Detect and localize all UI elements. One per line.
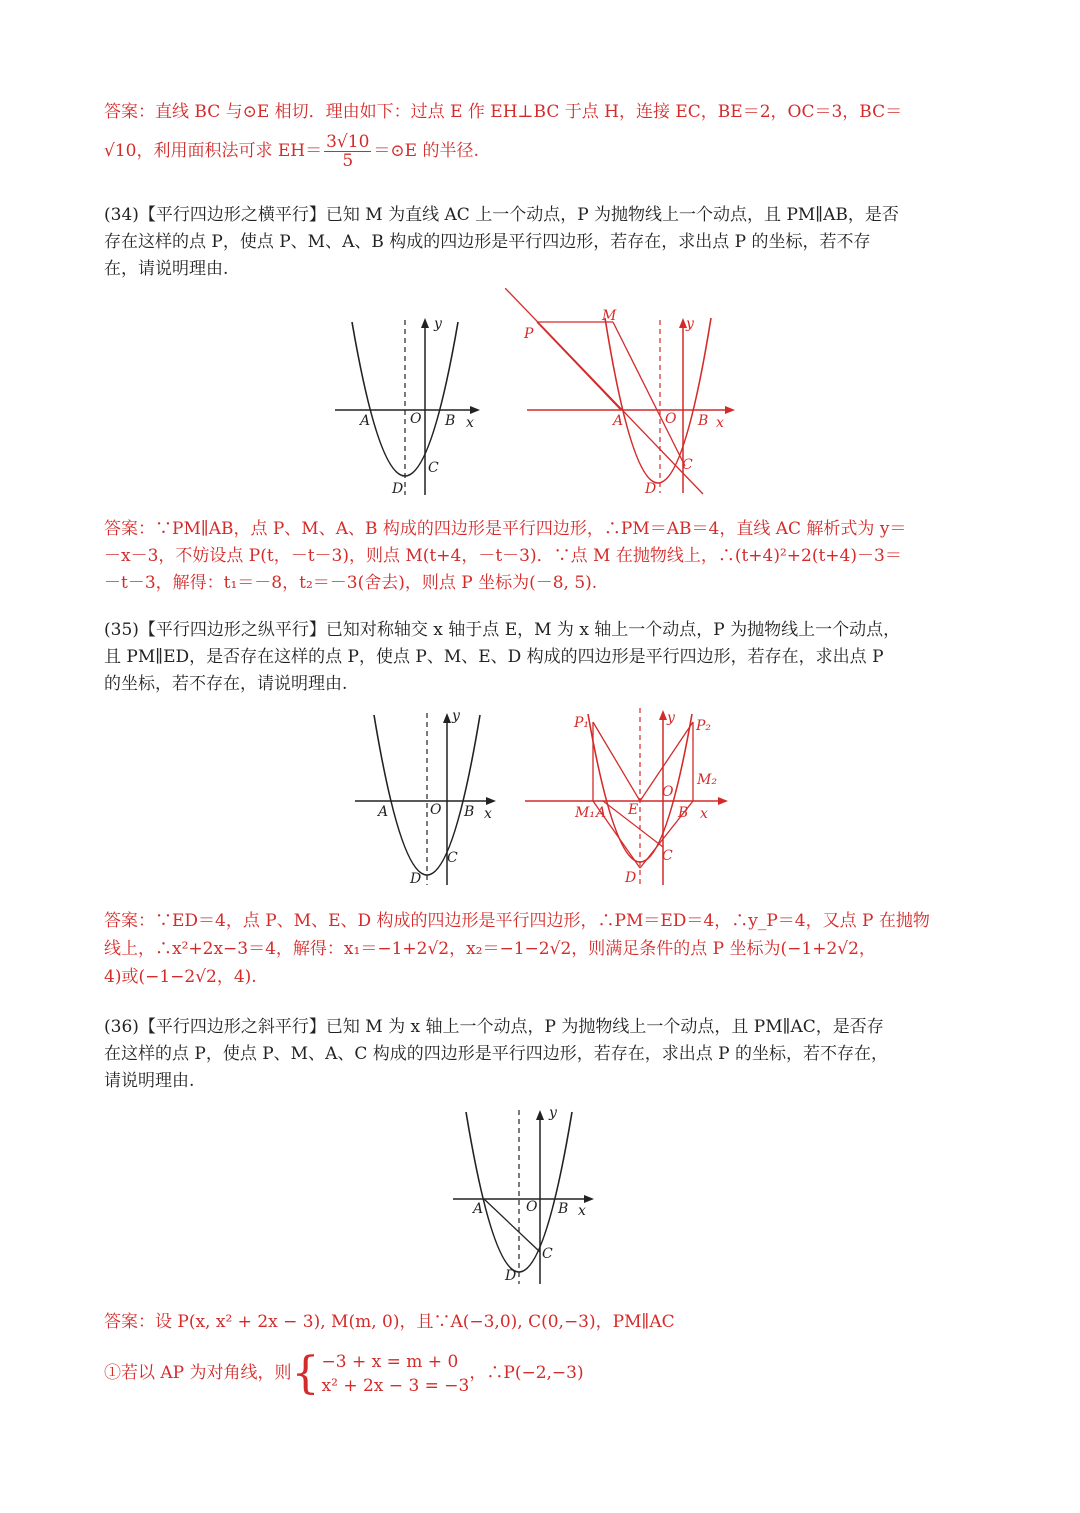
label-D: D [392,481,404,497]
question-36-line3: 请说明理由. [104,1071,195,1091]
label-y: y [686,316,694,332]
figure-36 [448,1102,608,1287]
brace: { [291,1347,320,1399]
label-D: D [645,481,657,497]
label-M: M [602,308,617,324]
answer-33-line2-a: √10，利用面积法可求 EH＝ [104,141,323,161]
label-A: A [378,804,389,820]
y-arrow-icon [659,710,667,720]
label-C: C [447,850,458,866]
answer-36-case1 [104,1346,584,1400]
label-B: B [464,804,475,820]
label-O: O [410,411,422,427]
answer-34-line2: －x－3，不妨设点 P(t，－t－3)，则点 M(t+4，－t－3)．∵点 M 在抛物线上，∴(t+4)²+2(t+4)－3＝ [104,546,902,566]
label-x: x [484,806,492,822]
label-P2: P₂ [696,718,712,734]
y-arrow-icon [421,318,429,328]
label-y: y [434,316,442,332]
parabola [352,322,458,476]
question-34-line2: 存在这样的点 P，使点 P、M、A、B 构成的四边形是平行四边形，若存在，求出点 P 的坐标，若不存 [104,232,871,252]
fraction-denominator: 5 [342,151,354,171]
question-34-line3: 在，请说明理由. [104,259,229,279]
parabola [605,318,711,483]
figure-34-left [330,310,490,500]
question-35-line2: 且 PM∥ED，是否存在这样的点 P，使点 P、M、E、D 构成的四边形是平行四边形，若存在，求出点 P [104,647,884,667]
label-C: C [542,1246,553,1262]
label-M2: M₂ [697,772,717,788]
equation-system [322,1350,470,1398]
label-O: O [662,784,674,800]
label-O: O [665,411,677,427]
answer-35-line3: 4)或(−1−2√2，4). [104,967,257,987]
label-A: A [613,413,624,429]
answer-36-line1: 答案：设 P(x, x² + 2x − 3), M(m, 0)，且∵A(−3,0), C(0,−3)，PM∥AC [104,1312,675,1332]
label-A: A [473,1201,484,1217]
label-y: y [549,1105,557,1121]
x-arrow-icon [584,1195,594,1203]
question-34-line1: (34)【平行四边形之横平行】已知 M 为直线 AC 上一个动点，P 为抛物线上一个动点，且 PM∥AB，是否 [104,205,899,225]
label-D: D [410,871,422,887]
question-36-line1: (36)【平行四边形之斜平行】已知 M 为 x 轴上一个动点，P 为抛物线上一个动点，且 PM∥AC，是否存 [104,1017,884,1037]
y-arrow-icon [536,1110,544,1120]
question-35-line3: 的坐标，若不存在，请说明理由. [104,674,348,694]
label-D: D [505,1268,517,1284]
label-B: B [678,805,689,821]
label-A: A [360,413,371,429]
label-x: x [716,415,724,431]
y-arrow-icon [443,713,451,723]
segment-P1E [593,722,640,801]
figure-35-left [350,705,510,890]
label-B: B [445,413,456,429]
x-arrow-icon [718,797,728,805]
label-x: x [578,1203,586,1219]
label-E: E [628,802,639,818]
label-O: O [430,802,442,818]
fraction-numerator: 3√10 [326,132,370,152]
fraction [324,133,371,170]
label-P: P [524,326,534,342]
equation-2: x² + 2x − 3 = −3 [321,1375,470,1396]
question-36-line2: 在这样的点 P，使点 P、M、A、C 构成的四边形是平行四边形，若存在，求出点 P 的坐标，若不存在， [104,1044,889,1064]
answer-33-line2 [104,133,479,170]
label-P1: P₁ [574,715,590,731]
label-M1: M₁ [575,805,595,821]
label-C: C [662,848,673,864]
x-arrow-icon [725,406,735,414]
answer-33-line2-b: ＝⊙E 的半径. [373,141,479,161]
figure-34-right [505,288,745,503]
answer-35-line2: 线上，∴x²+2x−3＝4，解得：x₁＝−1+2√2，x₂＝−1−2√2，则满足条件的点 P 坐标为(−1+2√2， [104,939,876,959]
equation-1: −3 + x = m + 0 [321,1351,459,1372]
case1-result: ，∴P(−2,−3) [469,1363,584,1383]
answer-34-line3: －t－3，解得：t₁＝－8，t₂＝－3(舍去)，则点 P 坐标为(－8, 5). [104,573,598,593]
answer-35-line1: 答案：∵ED＝4，点 P、M、E、D 构成的四边形是平行四边形，∴PM＝ED＝4，∴y_P＝4，又点 P 在抛物 [104,911,930,931]
label-B: B [558,1201,569,1217]
label-A: A [596,805,607,821]
label-D: D [625,870,637,886]
question-35-line1: (35)【平行四边形之纵平行】已知对称轴交 x 轴于点 E，M 为 x 轴上一个动点，P 为抛物线上一个动点， [104,620,901,640]
segment-MC [613,322,685,466]
label-C: C [682,457,693,473]
label-x: x [700,806,708,822]
x-arrow-icon [486,797,496,805]
x-arrow-icon [470,406,480,414]
label-B: B [698,413,709,429]
label-y: y [452,708,460,724]
label-O: O [526,1199,538,1215]
answer-34-line1: 答案：∵PM∥AB，点 P、M、A、B 构成的四边形是平行四边形，∴PM＝AB＝4，直线 AC 解析式为 y＝ [104,519,907,539]
label-x: x [466,415,474,431]
label-y: y [667,710,675,726]
label-C: C [428,460,439,476]
case1-prefix: ①若以 AP 为对角线，则 [104,1363,292,1383]
answer-33-line1: 答案：直线 BC 与⊙E 相切．理由如下：过点 E 作 EH⊥BC 于点 H，连接 EC，BE＝2，OC＝3，BC＝ [104,102,903,122]
